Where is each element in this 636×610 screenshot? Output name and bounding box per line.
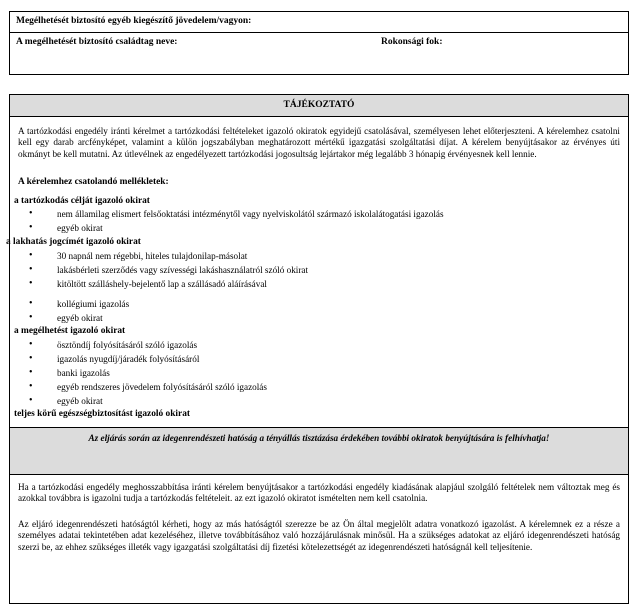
income-section-box (9, 11, 629, 75)
information-box (6, 94, 629, 604)
notice-text: Az eljárás során az idegenrendészeti hatóság a tényállás tisztázása érdekében további okiratok benyújtására is felhívhatja! (88, 433, 550, 443)
income-row (10, 12, 628, 33)
family-member-name-label: A megélhetését biztosító családtag neve: (16, 37, 178, 47)
list-item: • egyéb okirat (57, 396, 103, 406)
intro-paragraph: A tartózkodási engedély iránti kérelmet a tartózkodási feltételeket igazoló okiratok egyidejű csatolásával, személyesen lehet előterjeszteni. A kérelemhez csatolni kell egy darab arcfényképet, valamint a külön jogszabályban meghatározott mértékű igazgatási szolgáltatási díjat. A kérelem benyújtásakor az érvényes úti okmányt be kell mutatni. Az útlevélnek az engedélyezett tartózkodási jogosultság lejártakor még legalább 3 hónapig érvényesnek kell lennie. (18, 126, 620, 159)
purpose-proof-heading: a tartózkodás célját igazoló okirat (14, 196, 150, 206)
income-label: Megélhetését biztosító egyéb kiegészítő jövedelem/vagyon: (16, 16, 252, 26)
list-item: • egyéb rendszeres jövedelem folyósításáról szóló igazolás (57, 382, 267, 392)
list-item: • kollégiumi igazolás (57, 299, 129, 309)
relation-label: Rokonsági fok: (381, 37, 443, 47)
data-request-paragraph: Az eljáró idegenrendészeti hatóságtól kérheti, hogy az más hatóságtól szerezze be az Ön által megjelölt adatra vonatkozó igazolást. A kérelemnek ez a része a személyes adatai tekintetében adat kezeléséhez, illetve továbbításához való hozzájárulásnak minősül. Ha a szükséges adatokat az eljáró idegenrendészeti hatóság szerzi be, az ehhez szükséges illeték vagy igazgatási szolgáltatási díj fizetési kötelezettségét az idegenrendészeti hatóságnál kell teljesítenie. (18, 519, 620, 552)
list-item: • banki igazolás (57, 368, 110, 378)
health-insurance-proof-heading: teljes körű egészségbiztosítást igazoló okirat (14, 409, 191, 419)
list-item: • kitöltött szálláshely-bejelentő lap a szállásadó aláírásával (57, 279, 267, 289)
list-item: • egyéb okirat (57, 223, 103, 233)
list-item: • ösztöndíj folyósításáról szóló igazolás (57, 340, 197, 350)
housing-proof-heading: a lakhatás jogcímét igazoló okirat (6, 237, 141, 247)
livelihood-proof-heading: a megélhetést igazoló okirat (14, 326, 126, 336)
notice-band (10, 427, 628, 475)
list-item: • egyéb okirat (57, 313, 103, 323)
renewal-paragraph: Ha a tartózkodási engedély meghosszabbítása iránti kérelem benyújtásakor a tartózkodási engedély kiadásának alapjául szolgáló feltételek nem változtak meg és azokkal továbbra is igazolni tudja a tartózkodás feltételeit. az ezt igazoló okiratot ismételten nem kell csatolnia. (18, 482, 620, 504)
list-item: • 30 napnál nem régebbi, hiteles tulajdonilap-másolat (57, 251, 247, 261)
attachments-heading: A kérelemhez csatolandó mellékletek: (18, 177, 169, 187)
list-item: • nem államilag elismert felsőoktatási intézménytől vagy nyelviskolától származó iskolalátogatási igazolás (57, 209, 444, 219)
list-item: • lakásbérleti szerződés vagy szívességi lakáshasználatról szóló okirat (57, 265, 308, 275)
list-item: • igazolás nyugdíj/járadék folyósításáról (57, 354, 199, 364)
information-title: TÁJÉKOZTATÓ (10, 95, 628, 117)
